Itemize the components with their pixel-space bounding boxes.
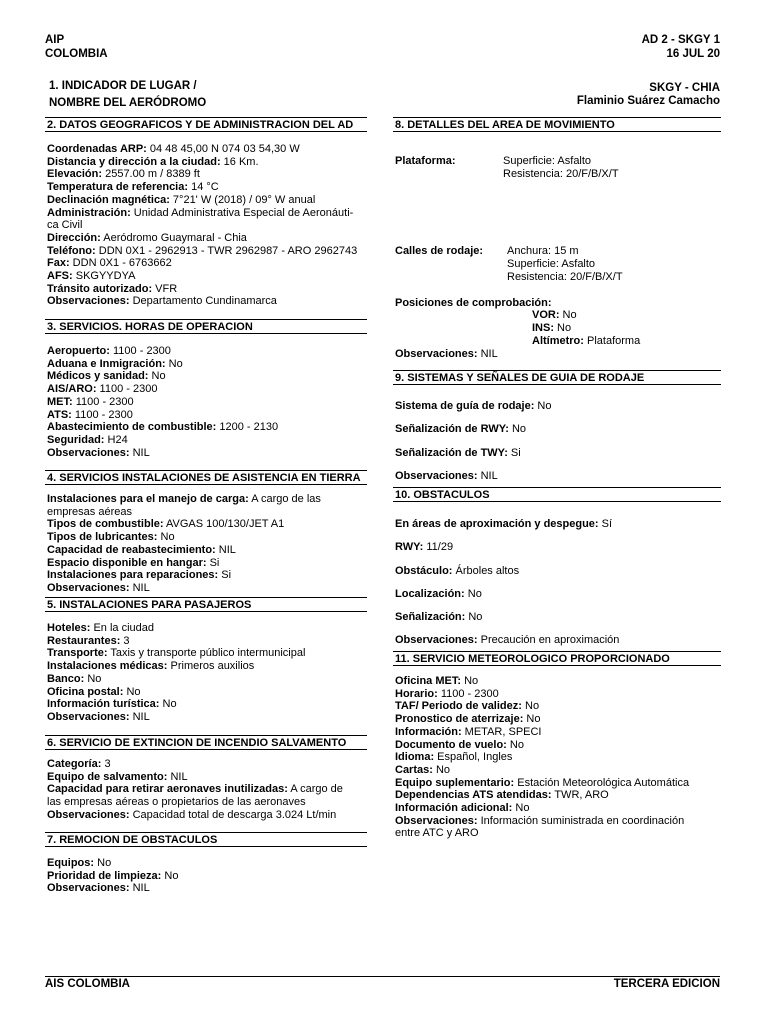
- field-row: [395, 726, 723, 739]
- section-3-body: [47, 345, 369, 459]
- section-10-body: [395, 513, 723, 653]
- field-label: Aeropuerto:: [47, 345, 110, 357]
- field-label: Tipos de combustible:: [47, 518, 164, 531]
- field-row: [47, 569, 369, 582]
- field-value: No: [157, 531, 175, 544]
- field-value: Si: [218, 569, 232, 582]
- section-3-title: 3. SERVICIOS. HORAS DE OPERACION: [45, 319, 367, 334]
- field-label: Instalaciones médicas:: [47, 660, 168, 673]
- field-label: Instalaciones para reparaciones:: [47, 569, 219, 582]
- field-row: [47, 270, 369, 283]
- calles-label: Calles de rodaje:: [395, 245, 484, 257]
- field-row: [47, 345, 369, 358]
- footer-right: TERCERA EDICION: [613, 978, 720, 990]
- field-value: DDN 0X1 - 2962913 - TWR 2962987 - ARO 2962743: [95, 244, 358, 257]
- field-row: [47, 809, 369, 822]
- field-label: Elevación:: [47, 168, 103, 181]
- indicator-title-line2: NOMBRE DEL AERÓDROMO: [49, 97, 207, 109]
- plataforma-surface: Superficie: Asfalto: [503, 155, 592, 167]
- field-row: [395, 802, 723, 815]
- section-8-title: 8. DETALLES DEL AREA DE MOVIMIENTO: [393, 117, 721, 132]
- field-value: No: [461, 675, 479, 687]
- field-label: Observaciones:: [395, 469, 478, 482]
- field-row: [47, 181, 369, 194]
- field-row: [47, 434, 369, 447]
- field-row: [395, 560, 723, 583]
- field-row: [47, 383, 369, 396]
- ins-row: INS: No: [532, 322, 572, 334]
- field-value: Departamento Cundinamarca: [129, 295, 277, 308]
- section-4-title: 4. SERVICIOS INSTALACIONES DE ASISTENCIA EN TIERRA: [45, 470, 367, 485]
- field-value: 1100 - 2300: [72, 395, 134, 408]
- field-row: [395, 629, 723, 652]
- field-label: MET:: [47, 395, 73, 408]
- field-label: Idioma:: [395, 751, 435, 764]
- field-label: Cartas:: [395, 763, 433, 776]
- field-value: No: [465, 611, 483, 624]
- field-value: Precaución en aproximación: [477, 634, 620, 647]
- field-label: Restaurantes:: [47, 634, 121, 647]
- aerodrome-name: Flaminio Suárez Camacho: [576, 95, 720, 107]
- section-11-body: [395, 675, 723, 840]
- section-9-body: [395, 395, 723, 488]
- field-row: [47, 783, 369, 796]
- field-label: Oficina postal:: [47, 685, 124, 698]
- field-value: 11/29: [423, 541, 454, 554]
- section-4-body: [47, 493, 369, 595]
- field-row: [47, 557, 369, 570]
- field-row: [47, 531, 369, 544]
- field-row: [47, 758, 369, 771]
- section-7-body: [47, 857, 369, 895]
- field-label: Observaciones:: [47, 882, 130, 895]
- plataforma-resistance: Resistencia: 20/F/B/X/T: [503, 168, 619, 180]
- field-value: 1100 - 2300: [71, 408, 133, 421]
- field-row: [47, 771, 369, 784]
- footer-rule: [45, 976, 720, 977]
- field-value: NIL: [129, 882, 150, 895]
- field-value: 2557.00 m / 8389 ft: [102, 168, 200, 181]
- field-row: [47, 245, 369, 258]
- section-9-title: 9. SISTEMAS Y SEÑALES DE GUIA DE RODAJE: [393, 370, 721, 385]
- field-value: Si: [206, 556, 220, 569]
- field-value: 3: [101, 758, 111, 770]
- field-value: No: [161, 869, 179, 882]
- field-value: 7°21' W (2018) / 09° W anual: [169, 193, 316, 206]
- field-label: Espacio disponible en hangar:: [47, 556, 207, 569]
- field-value: SKGYYDYA: [72, 270, 136, 283]
- field-value: Capacidad total de descarga 3.024 Lt/min: [129, 808, 337, 821]
- aerodrome-code: SKGY - CHIA: [649, 82, 720, 94]
- field-value: 1200 - 2130: [216, 421, 279, 434]
- field-label: Prioridad de limpieza:: [47, 869, 162, 882]
- field-value: No: [512, 802, 530, 815]
- field-row: [395, 418, 723, 441]
- field-row: [47, 156, 369, 169]
- field-value: 1100 - 2300: [109, 345, 171, 357]
- field-value: Información suministrada en coordinación: [477, 814, 685, 827]
- field-label: Observaciones:: [47, 581, 130, 594]
- field-value: A cargo de: [287, 783, 343, 796]
- field-label: Declinación magnética:: [47, 193, 170, 206]
- field-row: [47, 506, 369, 519]
- field-value: AVGAS 100/130/JET A1: [163, 518, 285, 531]
- field-value: NIL: [215, 543, 236, 556]
- field-row: [47, 882, 369, 895]
- field-row: [47, 219, 369, 232]
- field-row: [47, 257, 369, 270]
- field-row: [47, 647, 369, 660]
- section-11-title: 11. SERVICIO METEOROLOGICO PROPORCIONADO: [393, 651, 721, 666]
- field-value: No: [523, 713, 541, 726]
- field-label: Capacidad de reabastecimiento:: [47, 543, 216, 556]
- indicator-title-line1: 1. INDICADOR DE LUGAR /: [49, 80, 197, 92]
- field-row: [47, 358, 369, 371]
- field-row: [395, 536, 723, 559]
- field-label: Dirección:: [47, 231, 101, 244]
- field-value: NIL: [129, 446, 150, 459]
- field-value: TWR, ARO: [551, 789, 609, 802]
- field-value: Primeros auxilios: [167, 660, 255, 673]
- field-row: [395, 764, 723, 777]
- field-row: [395, 815, 723, 828]
- field-value: No: [159, 698, 177, 711]
- field-value: 16 Km.: [220, 155, 259, 168]
- field-row: [395, 713, 723, 726]
- field-value: No: [432, 763, 451, 776]
- field-row: [47, 143, 369, 156]
- field-row: [47, 857, 369, 870]
- field-label: Localización:: [395, 587, 465, 600]
- field-row: [47, 698, 369, 711]
- field-value: No: [94, 857, 112, 869]
- field-row: [395, 700, 723, 713]
- field-value: No: [464, 587, 482, 600]
- field-row: [395, 583, 723, 606]
- field-row: [395, 688, 723, 701]
- field-value: Sí: [598, 518, 613, 530]
- field-row: [47, 660, 369, 673]
- field-value: empresas aéreas: [47, 505, 132, 518]
- field-row: [395, 789, 723, 802]
- field-value: Estación Meteorológica Automática: [514, 776, 690, 789]
- field-value: 14 °C: [188, 181, 219, 194]
- field-value: A cargo de las: [248, 493, 321, 505]
- field-label: Observaciones:: [47, 808, 130, 821]
- field-label: ATS:: [47, 408, 72, 421]
- field-value: 1100 - 2300: [96, 383, 158, 396]
- field-label: Equipo suplementario:: [395, 776, 515, 789]
- field-value: las empresas aéreas o propietarios de las aeronaves: [47, 796, 306, 809]
- field-label: AFS:: [47, 270, 73, 283]
- field-row: [47, 673, 369, 686]
- field-label: Observaciones:: [47, 710, 130, 723]
- field-label: Señalización:: [395, 611, 466, 624]
- section-10-title: 10. OBSTACULOS: [393, 487, 721, 502]
- field-row: [47, 409, 369, 422]
- field-label: Documento de vuelo:: [395, 738, 507, 751]
- field-value: entre ATC y ARO: [395, 827, 479, 840]
- field-label: Médicos y sanidad:: [47, 370, 149, 383]
- field-row: [47, 295, 369, 308]
- field-row: [47, 283, 369, 296]
- field-value: Unidad Administrativa Especial de Aeronáuti-: [130, 206, 354, 219]
- field-value: VFR: [152, 282, 178, 295]
- field-row: [47, 582, 369, 595]
- field-value: No: [521, 700, 540, 713]
- field-value: DDN 0X1 - 6763662: [69, 257, 172, 270]
- field-label: Temperatura de referencia:: [47, 181, 189, 194]
- field-label: Información:: [395, 725, 462, 738]
- field-row: [47, 796, 369, 809]
- field-label: Banco:: [47, 672, 85, 685]
- vor-row: VOR: No: [532, 309, 577, 321]
- field-label: TAF/ Periodo de validez:: [395, 700, 522, 713]
- field-label: Fax:: [47, 257, 70, 270]
- altimetro-row: Altímetro: Plataforma: [532, 335, 641, 347]
- field-value: En la ciudad: [90, 622, 155, 634]
- field-label: Distancia y dirección a la ciudad:: [47, 155, 221, 168]
- field-label: Oficina MET:: [395, 675, 462, 687]
- field-row: [47, 207, 369, 220]
- field-label: Instalaciones para el manejo de carga:: [47, 493, 249, 505]
- field-row: [395, 442, 723, 465]
- section-6-title: 6. SERVICIO DE EXTINCION DE INCENDIO SALVAMENTO: [45, 735, 367, 750]
- field-row: [47, 544, 369, 557]
- field-row: [47, 421, 369, 434]
- field-label: RWY:: [395, 541, 424, 554]
- field-row: [395, 751, 723, 764]
- field-label: Transporte:: [47, 647, 108, 660]
- plataforma-label: Plataforma:: [395, 155, 456, 167]
- field-value: Taxis y transporte público intermunicipal: [107, 647, 306, 660]
- field-label: AIS/ARO:: [47, 383, 97, 396]
- field-row: [47, 447, 369, 460]
- field-row: [395, 606, 723, 629]
- field-label: Observaciones:: [395, 814, 478, 827]
- field-value: 1100 - 2300: [437, 687, 499, 700]
- section-5-title: 5. INSTALACIONES PARA PASAJEROS: [45, 597, 367, 612]
- field-value: NIL: [129, 710, 150, 723]
- calles-surface: Superficie: Asfalto: [507, 258, 596, 270]
- s8-observaciones: Observaciones: NIL: [395, 348, 498, 360]
- header-date: 16 JUL 20: [666, 48, 720, 60]
- field-label: En áreas de aproximación y despegue:: [395, 518, 599, 530]
- field-row: [47, 622, 369, 635]
- field-label: Categoría:: [47, 758, 102, 770]
- field-value: Si: [507, 446, 521, 459]
- field-row: [395, 827, 723, 840]
- field-value: NIL: [167, 770, 188, 783]
- field-label: Abastecimiento de combustible:: [47, 421, 217, 434]
- field-value: Aeródromo Guaymaral - Chia: [100, 231, 247, 244]
- field-label: Información turística:: [47, 698, 160, 711]
- field-label: Equipos:: [47, 857, 95, 869]
- field-row: [47, 635, 369, 648]
- field-label: Seguridad:: [47, 433, 105, 446]
- field-value: No: [123, 685, 141, 698]
- field-value: NIL: [477, 469, 498, 482]
- field-label: Tipos de lubricantes:: [47, 531, 158, 544]
- field-value: Español, Ingles: [434, 751, 513, 764]
- field-value: No: [148, 370, 166, 383]
- field-value: 3: [120, 634, 130, 647]
- field-row: [47, 493, 369, 506]
- field-row: [47, 168, 369, 181]
- field-value: NIL: [129, 581, 150, 594]
- field-row: [47, 396, 369, 409]
- calles-resistance: Resistencia: 20/F/B/X/T: [507, 271, 623, 283]
- field-label: Señalización de TWY:: [395, 446, 508, 459]
- field-value: ca Civil: [47, 219, 83, 232]
- field-row: [395, 777, 723, 790]
- field-row: [395, 513, 723, 536]
- field-label: Coordenadas ARP:: [47, 143, 147, 155]
- field-label: Teléfono:: [47, 244, 96, 257]
- field-label: Observaciones:: [395, 634, 478, 647]
- field-row: [47, 711, 369, 724]
- field-value: METAR, SPECI: [461, 725, 542, 738]
- field-label: Equipo de salvamento:: [47, 770, 168, 783]
- field-label: Aduana e Inmigración:: [47, 357, 166, 370]
- field-row: [47, 870, 369, 883]
- section-5-body: [47, 622, 369, 724]
- section-6-body: [47, 758, 369, 822]
- field-value: No: [165, 357, 183, 370]
- header-country: COLOMBIA: [45, 48, 108, 60]
- field-row: [47, 686, 369, 699]
- header-page-id: AD 2 - SKGY 1: [641, 34, 720, 46]
- section-2-body: [47, 143, 369, 308]
- posiciones-label: Posiciones de comprobación:: [395, 297, 552, 309]
- field-label: Administración:: [47, 206, 131, 219]
- field-label: Capacidad para retirar aeronaves inutilizadas:: [47, 783, 288, 796]
- field-value: No: [506, 738, 524, 751]
- field-row: [47, 232, 369, 245]
- field-value: No: [84, 672, 102, 685]
- field-value: No: [534, 400, 552, 412]
- field-value: 04 48 45,00 N 074 03 54,30 W: [146, 143, 300, 155]
- field-row: [395, 465, 723, 488]
- field-row: [47, 370, 369, 383]
- footer-left: AIS COLOMBIA: [45, 978, 130, 990]
- field-row: [395, 675, 723, 688]
- field-value: Árboles altos: [452, 564, 520, 577]
- calles-width: Anchura: 15 m: [507, 245, 579, 257]
- field-label: Tránsito autorizado:: [47, 282, 153, 295]
- section-7-title: 7. REMOCION DE OBSTACULOS: [45, 832, 367, 847]
- field-row: [47, 518, 369, 531]
- field-label: Observaciones:: [47, 295, 130, 308]
- field-label: Observaciones:: [47, 446, 130, 459]
- field-row: [395, 395, 723, 418]
- field-label: Obstáculo:: [395, 564, 453, 577]
- field-label: Dependencias ATS atendidas:: [395, 789, 552, 802]
- field-value: H24: [104, 433, 128, 446]
- field-label: Pronostico de aterrizaje:: [395, 713, 524, 726]
- section-2-title: 2. DATOS GEOGRAFICOS Y DE ADMINISTRACION DEL AD: [45, 117, 367, 132]
- header-aip: AIP: [45, 34, 65, 46]
- field-row: [47, 194, 369, 207]
- field-label: Horario:: [395, 687, 438, 700]
- field-label: Sistema de guía de rodaje:: [395, 400, 535, 412]
- field-label: Señalización de RWY:: [395, 423, 509, 436]
- field-label: Información adicional:: [395, 802, 513, 815]
- field-label: Hoteles:: [47, 622, 91, 634]
- field-row: [395, 739, 723, 752]
- field-value: No: [508, 423, 527, 436]
